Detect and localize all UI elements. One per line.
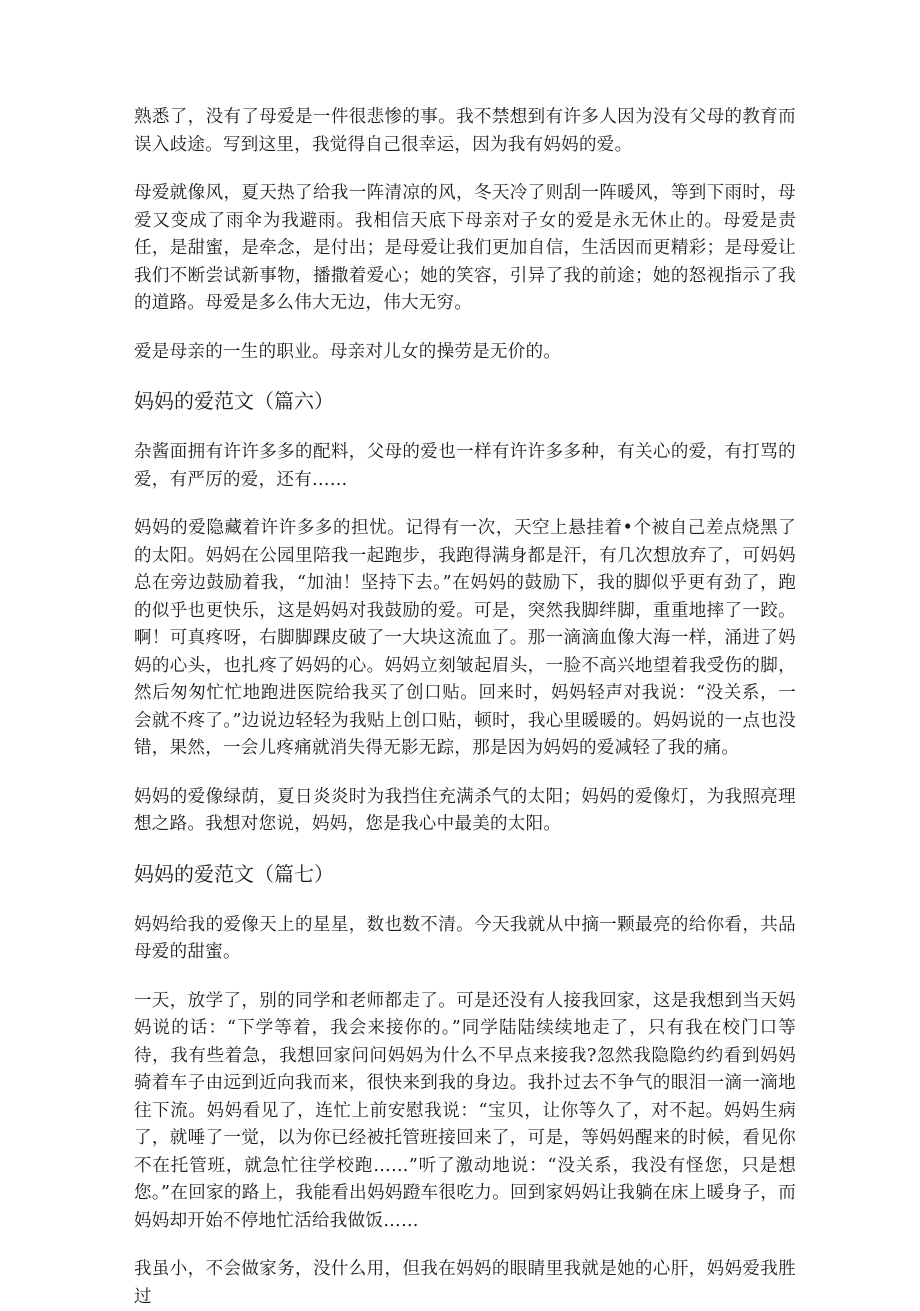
paragraph: 爱是母亲的一生的职业。母亲对儿女的操劳是无价的。 (134, 341, 562, 362)
section-heading-6: 妈妈的爱范文（篇六） (134, 389, 334, 413)
paragraph: 妈妈的爱像绿荫，夏日炎炎时为我挡住充满杀气的太阳；妈妈的爱像灯，为我照亮理想之路。我想对您说，妈妈，您是我心中最美的太阳。 (134, 786, 796, 834)
paragraph: 杂酱面拥有许许多多的配料，父母的爱也一样有许许多多种，有关心的爱，有打骂的爱，有严厉的爱，还有…… (134, 442, 796, 490)
paragraph: 妈妈的爱隐藏着许许多多的担忧。记得有一次，天空上悬挂着•个被自己差点烧黑了的太阳。妈妈在公园里陪我一起跑步，我跑得满身都是汗，有几次想放弃了，可妈妈总在旁边鼓励着我，“加油！坚持下去。”在妈妈的鼓励下，我的脚似乎更有劲了，跑的似乎也更快乐，这是妈妈对我鼓励的爱。可是，突然我脚绊脚，重重地摔了一跤。啊！可真疼呀，右脚脚踝皮破了一大块这流血了。那一滴滴血像大海一样，涌进了妈妈的心头，也扎疼了妈妈的心。妈妈立刻皱起眉头，一脸不高兴地望着我受伤的脚，然后匆匆忙忙地跑进医院给我买了创口贴。回来时，妈妈轻声对我说：“没关系，一会就不疼了。”边说边轻轻为我贴上创口贴，顿时，我心里暖暖的。妈妈说的一点也没错，果然，一会儿疼痛就消失得无影无踪，那是因为妈妈的爱减轻了我的痛。 (134, 518, 796, 758)
document-page (134, 104, 796, 1311)
section-heading-7: 妈妈的爱范文（篇七） (134, 861, 334, 886)
paragraph: 我虽小，不会做家务，没什么用，但我在妈妈的眼睛里我就是她的心肝，妈妈爱我胜过 (134, 1259, 796, 1307)
paragraph: 妈妈给我的爱像天上的星星，数也数不清。今天我就从中摘一颗最亮的给你看，共品母爱的甜蜜。 (134, 914, 796, 962)
paragraph: 母爱就像风，夏天热了给我一阵清凉的风，冬天冷了则刮一阵暖风，等到下雨时，母爱又变成了雨伞为我避雨。我相信天底下母亲对子女的爱是永无休止的。母爱是责任，是甜蜜，是牵念，是付出；是母爱让我们更加自信，生活因而更精彩；是母爱让我们不断尝试新事物，播撒着爱心；她的笑容，引异了我的前途；她的怒视指示了我的道路。母爱是多么伟大无边，伟大无穷。 (134, 183, 796, 313)
paragraph: 一天，放学了，别的同学和老师都走了。可是还没有人接我回家，这是我想到当天妈妈说的话：“下学等着，我会来接你的。”同学陆陆续续地走了，只有我在校门口等待，我有些着急，我想回家问问妈妈为什么不早点来接我?忽然我隐隐约约看到妈妈骑着车子由远到近向我而来，很快来到我的身边。我扑过去不争气的眼泪一滴一滴地往下流。妈妈看见了，连忙上前安慰我说：“宝贝，让你等久了，对不起。妈妈生病了，就唾了一觉，以为你已经被托管班接回来了，可是，等妈妈醒来的时候，看见你不在托管班，就急忙往学校跑……”听了激动地说：“没关系，我没有怪您，只是想您。”在回家的路上，我能看出妈妈蹬车很吃力。回到家妈妈让我躺在床上暖身子，而妈妈却开始不停地忙活给我做饭…… (134, 990, 796, 1231)
paragraph: 熟悉了，没有了母爱是一件很悲惨的事。我不禁想到有许多人因为没有父母的教育而误入歧途。写到这里，我觉得自己很幸运，因为我有妈妈的爱。 (134, 107, 796, 155)
